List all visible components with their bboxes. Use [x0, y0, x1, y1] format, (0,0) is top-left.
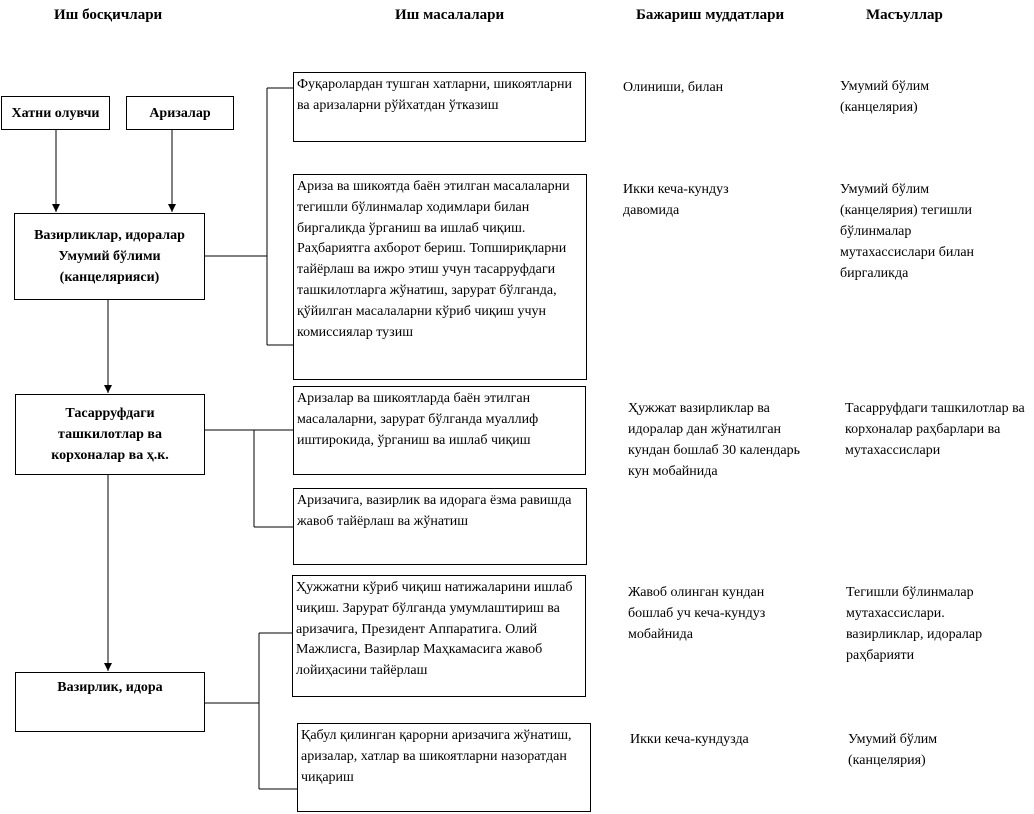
- deadline-1: Олиниши, билан: [623, 80, 724, 95]
- deadline-2: Икки кеча-кундуз давомида: [623, 182, 729, 218]
- stage-general-department: [14, 213, 205, 300]
- task-box-3: Аризалар ва шикоятларда баён этилган масалаларни, зарурат бўлганда муаллиф иштирокида, ўрганиш ва ишлаб чиқиш: [293, 386, 586, 475]
- task-box-1: Фуқаролардан тушган хатларни, шикоятларни ва аризаларни рўйхатдан ўтказиш: [293, 72, 586, 142]
- responsible-6: Умумий бўлим (канцелярия): [848, 732, 938, 768]
- stage-applications-label: Аризалар: [149, 105, 211, 121]
- deadline-3: Ҳужжат вазирликлар ва идоралар дан жўнатилган кундан бошлаб 30 календарь кун мобайнида: [628, 401, 800, 479]
- task-box-2: Ариза ва шикоятда баён этилган масалаларни тегишли бўлинмалар ходимлари билан биргаликда ўрганиш ва ишлаб чиқиш. Раҳбариятга ахборот бериш. Топшириқларни тайёрлаш ва ижро этиш учун тасарруфдаги ташкилотларга жўнатиш, зарурат бўлганда, қўйилган масалаларни кўриб чиқиш учун комиссиялар тузиш: [293, 174, 587, 380]
- deadline-6: Икки кеча-кундузда: [630, 732, 749, 747]
- header-deadlines: Бажариш муддатлари: [636, 7, 785, 23]
- header-responsible: Масъуллар: [866, 7, 943, 23]
- stage-department-line: Вазирликлар, идоралар: [34, 228, 185, 243]
- stage-department-line: Умумий бўлими: [58, 249, 161, 264]
- stage-subordinate-line: ташкилотлар ва: [58, 427, 162, 442]
- stage-subordinate: [15, 394, 205, 475]
- stage-receiver: [1, 96, 110, 130]
- task-box-6: Қабул қилинган қарорни аризачига жўнатиш, аризалар, хатлар ва шикоятларни назоратдан чиқариш: [297, 723, 591, 812]
- header-stages: Иш босқичлари: [54, 7, 163, 23]
- deadline-5: Жавоб олинган кундан бошлаб уч кеча-кундуз мобайнида: [628, 585, 766, 642]
- stage-subordinate-line: корхоналар ва ҳ.к.: [51, 448, 169, 463]
- stage-ministry-label: Вазирлик, идора: [57, 680, 163, 695]
- stage-department-line: (канцелярияси): [59, 270, 160, 285]
- responsible-2: Умумий бўлим (канцелярия) тегишли бўлинмалар мутахассислари билан биргаликда: [840, 182, 975, 281]
- stage-ministry: [15, 672, 205, 732]
- stage-receiver-label: Хатни олувчи: [11, 105, 100, 121]
- responsible-3: Тасарруфдаги ташкилотлар ва корхоналар раҳбарлари ва мутахассислари: [845, 401, 1025, 458]
- responsible-5: Тегишли бўлинмалар мутахассислари. вазирликлар, идоралар раҳбарияти: [846, 585, 983, 663]
- stage-applications: [126, 96, 234, 130]
- task-box-5: Ҳужжатни кўриб чиқиш натижаларини ишлаб чиқиш. Зарурат бўлганда умумлаштириш ва аризачига, Президент Аппаратига. Олий Мажлисга, Вазирлар Маҳкамасига жавоб лойиҳасини тайёрлаш: [292, 575, 586, 697]
- header-tasks: Иш масалалари: [395, 7, 505, 23]
- responsible-1: Умумий бўлим (канцелярия): [840, 79, 930, 115]
- stage-subordinate-line: Тасарруфдаги: [65, 406, 155, 421]
- task-box-4: Аризачига, вазирлик ва идорага ёзма равишда жавоб тайёрлаш ва жўнатиш: [293, 488, 587, 565]
